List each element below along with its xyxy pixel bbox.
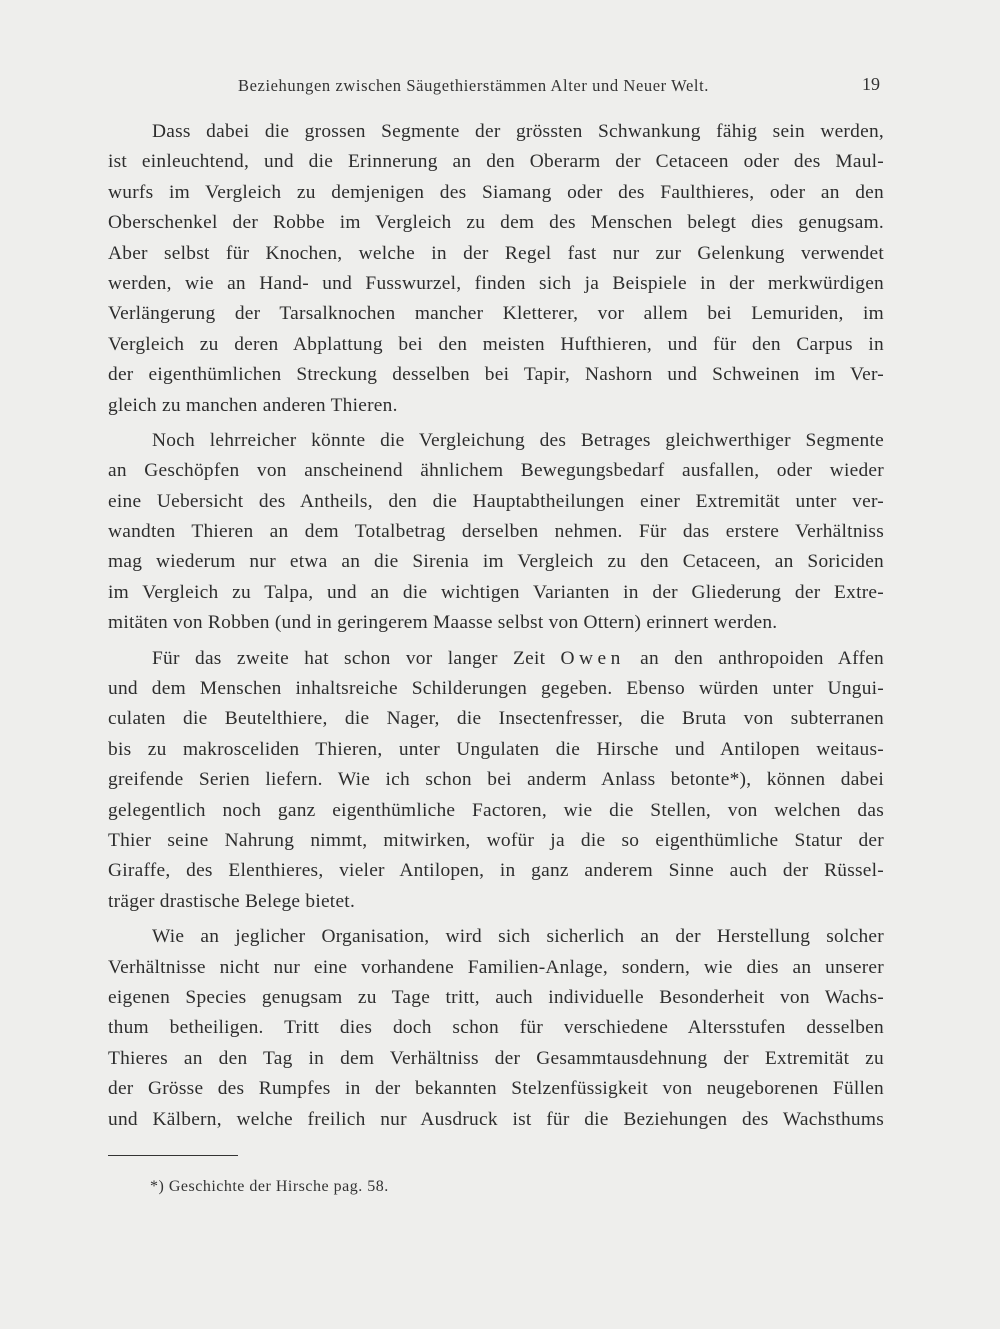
text-line: Thieres an den Tag in dem Verhältniss der Gesammtausdehnung der Extremität zu	[108, 1047, 884, 1069]
text-line: culaten die Beutelthiere, die Nager, die Insectenfresser, die Bruta von subterranen	[108, 708, 884, 730]
paragraph	[108, 922, 884, 1135]
text-line: Verhältnisse nicht nur eine vorhandene Familien-Anlage, sondern, wie dies an unserer	[108, 956, 884, 978]
text-line: und Kälbern, welche freilich nur Ausdruck ist für die Beziehungen des Wachsthums	[108, 1108, 884, 1130]
text-line: Vergleich zu deren Abplattung bei den meisten Hufthieren, und für den Carpus in	[108, 333, 884, 355]
text-line	[108, 644, 884, 674]
text-line: Giraffe, des Elenthieres, vieler Antilopen, in ganz anderem Sinne auch der Rüssel-	[108, 860, 884, 882]
text-line: der eigenthümlichen Streckung desselben bei Tapir, Nashorn und Schweinen im Ver-	[108, 364, 884, 386]
text-line: und dem Menschen inhaltsreiche Schilderungen gegeben. Ebenso würden unter Ungui-	[108, 678, 884, 700]
text-line: Dass dabei die grossen Segmente der grössten Schwankung fähig sein werden,	[152, 121, 884, 142]
author-name: Owen	[560, 647, 625, 669]
paragraph	[108, 117, 884, 421]
footnote: *) Geschichte der Hirsche pag. 58.	[150, 1178, 389, 1195]
text-line: wurfs im Vergleich zu demjenigen des Siamang oder des Faulthieres, oder an den	[108, 181, 884, 203]
text-line: Thier seine Nahrung nimmt, mitwirken, wofür ja die so eigenthümliche Statur der	[108, 829, 884, 851]
footnote-divider	[108, 1155, 238, 1156]
text-segment: Für das zweite hat schon vor langer Zeit	[152, 647, 546, 669]
text-line: gleich zu manchen anderen Thieren.	[108, 394, 398, 416]
text-line: werden, wie an Hand- und Fusswurzel, finden sich ja Beispiele in der merkwürdigen	[108, 272, 884, 294]
paragraph	[108, 644, 884, 918]
running-title: Beziehungen zwischen Säugethierstämmen Alter und Neuer Welt.	[238, 76, 710, 95]
text-line: bis zu makrosceliden Thieren, unter Ungulaten die Hirsche und Antilopen weitaus-	[108, 738, 884, 760]
text-line: Oberschenkel der Robbe im Vergleich zu dem des Menschen belegt dies genugsam.	[108, 212, 884, 234]
text-line: mitäten von Robben (und in geringerem Maasse selbst von Ottern) erinnert werden.	[108, 612, 778, 634]
running-header	[108, 76, 884, 100]
text-line: träger drastische Belege bietet.	[108, 890, 356, 912]
text-line: Wie an jeglicher Organisation, wird sich sicherlich an der Herstellung solcher	[152, 926, 884, 948]
text-line: greifende Serien liefern. Wie ich schon bei anderm Anlass betonte*), können dabei	[108, 769, 884, 791]
text-line: gelegentlich noch ganz eigenthümliche Factoren, wie die Stellen, von welchen das	[108, 799, 884, 821]
text-line: im Vergleich zu Talpa, und an die wichtigen Varianten in der Gliederung der Extre-	[108, 581, 884, 603]
text-line: mag wiederum nur etwa an die Sirenia im Vergleich zu den Cetaceen, an Soriciden	[108, 551, 884, 573]
page-number: 19	[862, 74, 880, 94]
text-line: thum betheiligen. Tritt dies doch schon für verschiedene Altersstufen desselben	[108, 1017, 884, 1039]
paragraph	[108, 426, 884, 639]
text-line: Aber selbst für Knochen, welche in der Regel fast nur zur Gelenkung verwendet	[108, 242, 884, 264]
body-text	[108, 117, 884, 1135]
text-line: ist einleuchtend, und die Erinnerung an den Oberarm der Cetaceen oder des Maul-	[108, 151, 884, 173]
text-line: an Geschöpfen von anscheinend ähnlichem Bewegungsbedarf ausfallen, oder wieder	[108, 460, 884, 482]
text-line: eine Uebersicht des Antheils, den die Hauptabtheilungen einer Extremität unter ver-	[108, 490, 884, 512]
text-line: wandten Thieren an dem Totalbetrag derselben nehmen. Für das erstere Verhältniss	[108, 521, 884, 543]
text-line: der Grösse des Rumpfes in der bekannten Stelzenfüssigkeit von neugeborenen Füllen	[108, 1078, 884, 1100]
text-line: Verlängerung der Tarsalknochen mancher Kletterer, vor allem bei Lemuriden, im	[108, 303, 884, 325]
text-segment: an den anthropoiden Affen	[640, 647, 884, 669]
text-line: Noch lehrreicher könnte die Vergleichung des Betrages gleichwerthiger Segmente	[152, 429, 884, 451]
text-line: eigenen Species genugsam zu Tage tritt, auch individuelle Besonderheit von Wachs-	[108, 986, 884, 1008]
